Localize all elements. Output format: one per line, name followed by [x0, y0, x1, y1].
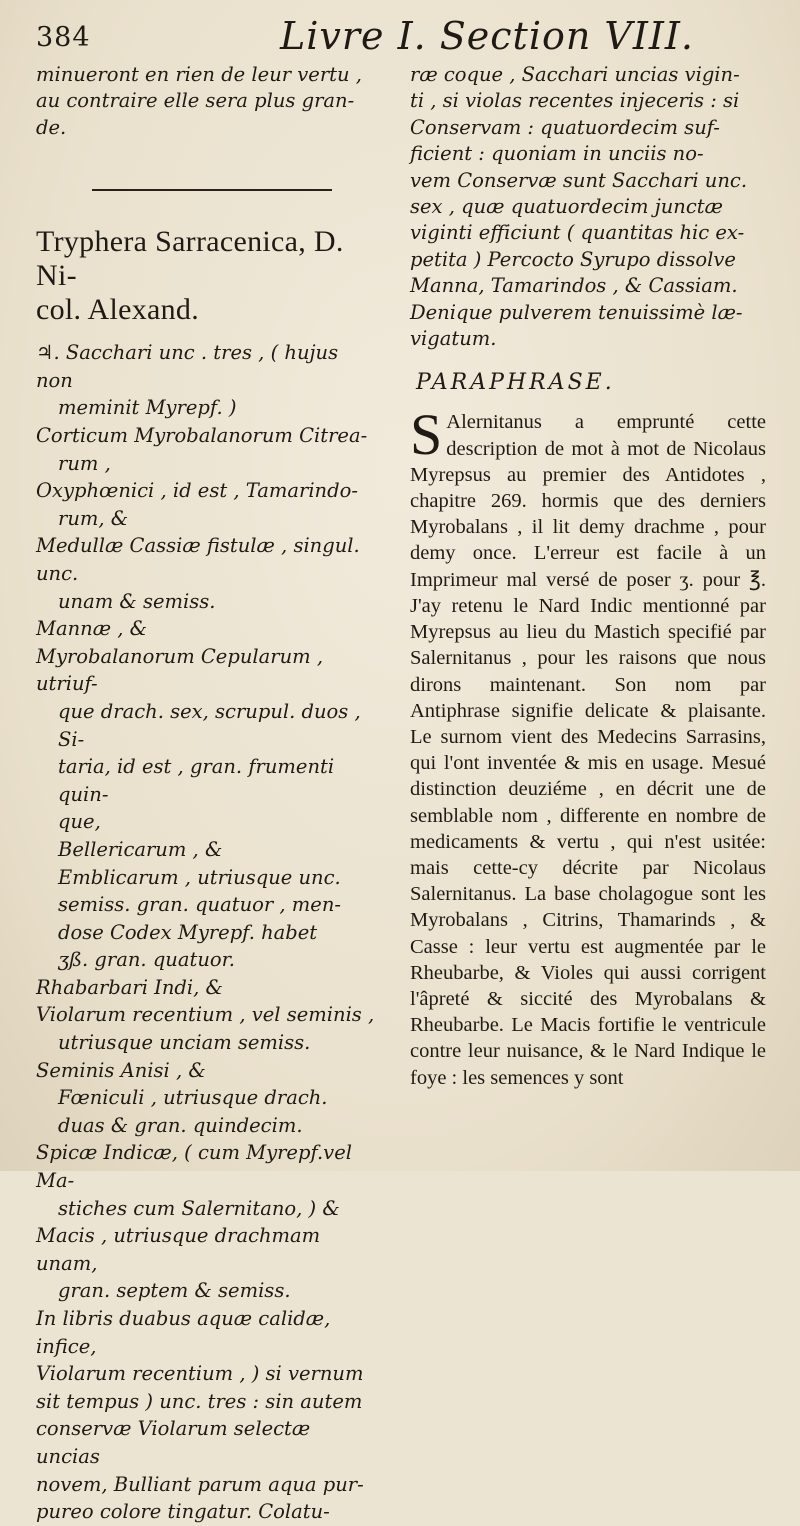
heading-line: Tryphera Sarracenica, D. Ni-	[36, 225, 344, 293]
ingredient-line: Emblicarum , utriusque unc.	[58, 865, 341, 889]
recipe-ingredients	[36, 339, 376, 1526]
ingredient-line: Macis , utriusque drachmam unam,	[36, 1224, 321, 1275]
ingredient-line: meminit Myrepf. )	[58, 396, 237, 420]
latin-continuation	[410, 62, 766, 352]
text-line: sex , quæ quatuordecim junctæ	[410, 195, 723, 219]
text-line: au contraire elle sera plus gran-	[36, 89, 355, 113]
ingredient-line: que drach. sex, scrupul. duos , Si-	[58, 699, 361, 751]
intro-text	[36, 62, 376, 141]
recipe-heading	[36, 225, 376, 327]
text-line: Denique pulverem tenuissimè læ-	[410, 300, 743, 324]
ingredient-line: sit tempus ) unc. tres : sin autem	[36, 1389, 363, 1413]
ingredient-line: Corticum Myrobalanorum Citrea-	[36, 424, 368, 447]
ingredient-line: Oxyphœnici , id est , Tamarindo-	[36, 479, 358, 503]
ingredient-line: Violarum recentium , ) si vernum	[36, 1362, 364, 1386]
right-column	[410, 62, 766, 1091]
ingredient-line: ♃. Sacchari unc . tres , ( hujus non	[36, 341, 339, 392]
paraphrase-body: Alernitanus a emprunté cette description de mot à mot de Nicolaus Myrepsus au premier des Antidotes , chapitre 269. hormis que des derniers Myrobalans , il lit demy drachme , pour demy once. L'erreur est facile à un Imprimeur mal versé de poser ʒ. pour ℥. J'ay retenu le Nard Indic mentionné par Myrepsus au lieu du Mastich specifié par Salernitanus , pour les raisons que nous dirons maintenant. Son nom par Antiphrase signifie delicate & plaisante. Le surnom vient des Medecins Sarrasins, qui l'ont inventée & mis en usage. Mesué distinction deuziéme , en décrit une de semblable nom , differente en nombre de medicaments & vertu , qui n'est usitée: mais cette-cy décrite par Nicolaus Salernitanus. La base cholagogue sont les Myrobalans , Citrins, Thamarinds , & Casse : leur vertu est augmentée par le Rheubarbe, & Violes qui aussi corrigent l'âpreté & siccité des Myrobalans & Rheubarbe. Le Macis fortifie le ventricule contre leur nuisance, & le Nard Indique le foye : les semences y sont	[410, 411, 766, 1089]
text-line: petita ) Percocto Syrupo dissolve	[410, 247, 736, 271]
text-line: viginti efficiunt ( quantitas hic ex-	[410, 221, 745, 245]
ingredient-line: Violarum recentium , vel seminis ,	[36, 1003, 375, 1027]
ingredient-line: duas & gran. quindecim.	[58, 1113, 303, 1137]
ingredient-line: Seminis Anisi , &	[36, 1058, 206, 1082]
ingredient-line: Medullæ Cassiæ fistulæ , singul. unc.	[36, 534, 360, 585]
text-line: ficient : quoniam in unciis no-	[410, 142, 704, 166]
text-line: ti , si violas recentes injeceris : si	[410, 89, 740, 113]
heading-line: col. Alexand.	[36, 293, 200, 327]
text-line: vem Conservæ sunt Sacchari unc.	[410, 168, 748, 192]
ingredient-line: In libris duabus aquæ calidæ, infice,	[36, 1307, 331, 1358]
ingredient-line: Fœniculi , utriusque drach.	[58, 1086, 328, 1110]
page-number: 384	[36, 22, 91, 53]
ingredient-line: Bellericarum , &	[58, 837, 223, 861]
ingredient-line: pureo colore tingatur. Colatu-	[36, 1500, 330, 1524]
ingredient-line: utriusque unciam semiss.	[58, 1031, 311, 1055]
section-divider	[92, 189, 332, 191]
ingredient-line: Myrobalanorum Cepularum , utriuf-	[36, 644, 324, 696]
ingredient-line: Mannæ , &	[36, 617, 147, 641]
ingredient-line: stiches cum Salernitano, ) &	[58, 1196, 340, 1220]
ingredient-line: rum ,	[58, 451, 111, 475]
text-line: Manna, Tamarindos , & Cassiam.	[410, 274, 738, 298]
text-line: ræ coque , Sacchari uncias vigin-	[410, 63, 740, 86]
ingredient-line: que,	[58, 810, 101, 834]
paraphrase-text	[410, 402, 766, 1090]
text-line: Conservam : quatuordecim suf-	[410, 115, 720, 139]
ingredient-line: unam & semiss.	[58, 589, 216, 613]
ingredient-line: ʒß. gran. quatuor.	[58, 948, 235, 972]
ingredient-line: dose Codex Myrepf. habet	[58, 920, 318, 944]
drop-cap: S	[410, 402, 443, 468]
paraphrase-title: PARAPHRASE.	[416, 370, 615, 396]
text-line: vigatum.	[410, 327, 497, 351]
ingredient-line: novem, Bulliant parum aqua pur-	[36, 1472, 364, 1496]
ingredient-line: taria, id est , gran. frumenti quin-	[58, 755, 335, 806]
ingredient-line: semiss. gran. quatuor , men-	[58, 893, 341, 917]
ingredient-line: Rhabarbari Indi, &	[36, 975, 223, 999]
running-title: Livre I. Section VIII.	[280, 14, 694, 58]
ingredient-line: conservæ Violarum selectæ uncias	[36, 1417, 311, 1468]
text-line: minueront en rien de leur vertu ,	[36, 63, 362, 86]
text-line: de.	[36, 115, 67, 139]
ingredient-line: gran. septem & semiss.	[58, 1279, 291, 1303]
left-column	[36, 62, 376, 1526]
ingredient-line: rum, &	[58, 506, 129, 530]
ingredient-line: Spicæ Indicæ, ( cum Myrepf.vel Ma-	[36, 1141, 352, 1193]
